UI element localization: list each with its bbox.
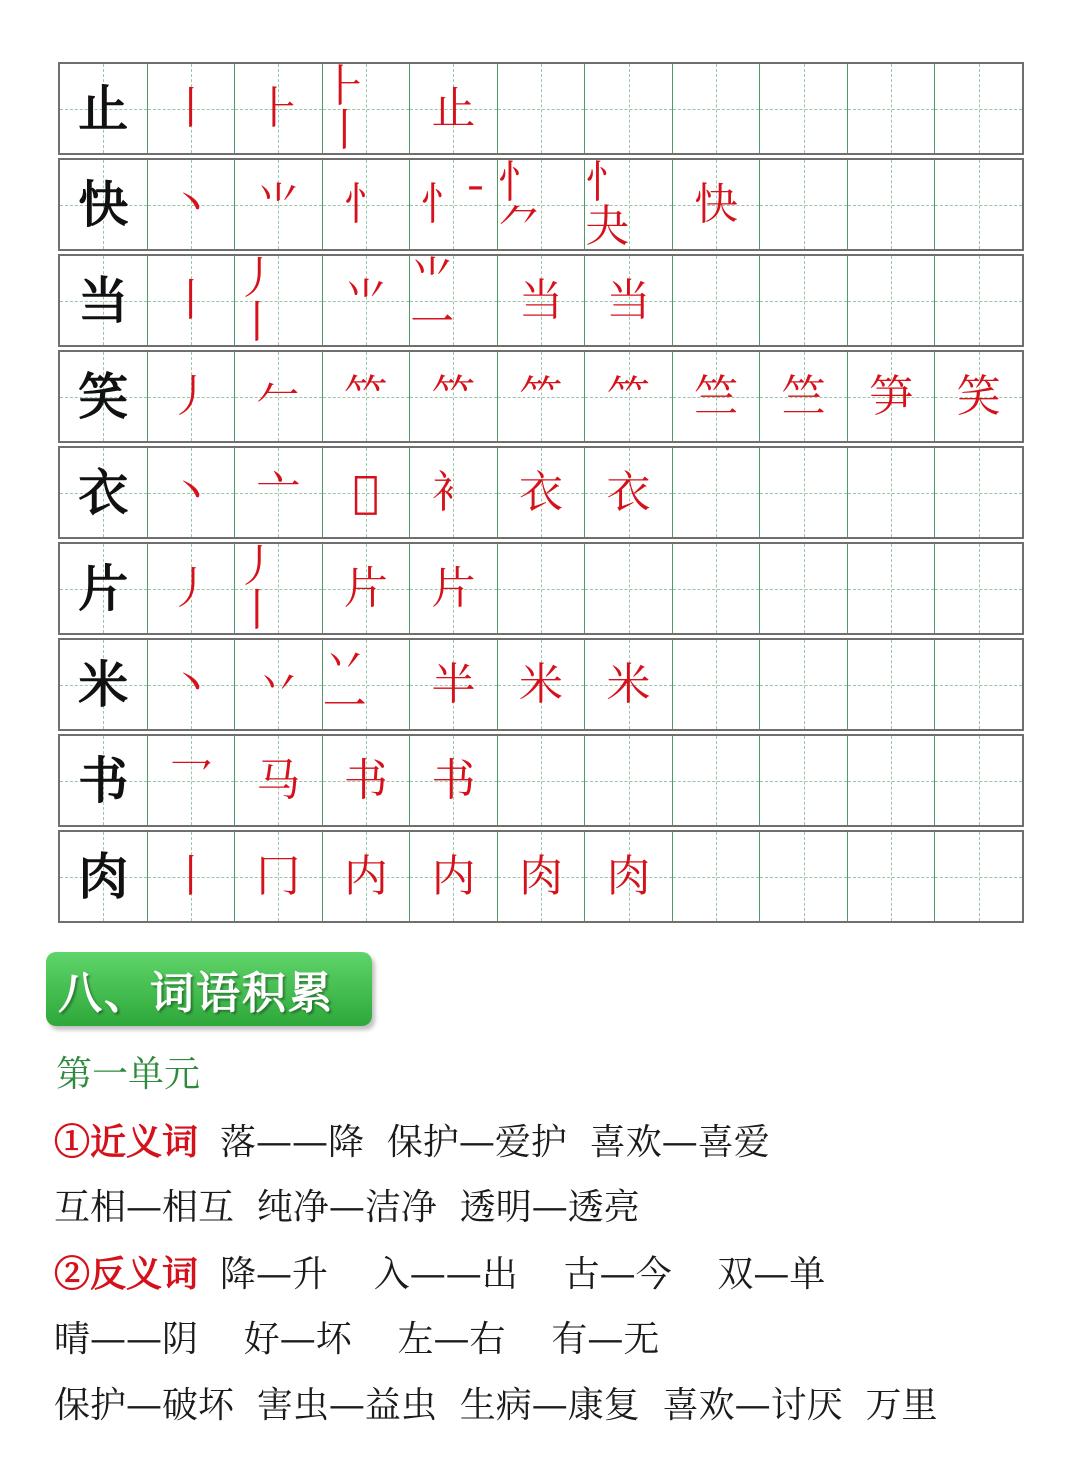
grid-stroke-cell: [322, 636, 411, 732]
stroke-step: 片: [431, 562, 476, 614]
grid-stroke-cell: [235, 832, 323, 921]
antonyms-line-1: [54, 1252, 825, 1297]
grid-character-cell: [60, 544, 148, 633]
stroke-step: 笑: [956, 370, 1001, 422]
grid-stroke-cell: [498, 832, 586, 921]
grid-stroke-cell: [935, 64, 1022, 153]
grid-stroke-cell: [848, 352, 936, 441]
stroke-step: 米: [606, 658, 651, 710]
antonyms-text-2: 晴——阴 好—坏 左—右 有—无: [54, 1319, 660, 1360]
grid-stroke-cell: [323, 832, 411, 921]
character: 当: [78, 270, 129, 330]
stroke-step: 肉: [519, 850, 563, 902]
grid-stroke-cell: [235, 448, 323, 537]
grid-character-cell: [60, 64, 148, 153]
grid-stroke-cell: [935, 640, 1022, 729]
grid-stroke-cell: [235, 736, 323, 825]
grid-stroke-cell: [498, 256, 586, 345]
stroke-step: 𥫗: [343, 370, 388, 422]
grid-stroke-cell: [848, 736, 936, 825]
synonyms-text-1: 落——降 保护—爱护 喜欢—喜爱: [220, 1122, 770, 1163]
grid-stroke-cell: [935, 544, 1022, 633]
grid-stroke-cell: [760, 544, 848, 633]
synonyms-label: ①近义词: [54, 1121, 199, 1163]
stroke-step: ⺌: [343, 274, 388, 326]
stroke-step: 米: [519, 658, 563, 710]
antonyms-label: ②反义词: [54, 1253, 199, 1295]
grid-stroke-cell: [673, 832, 761, 921]
grid-stroke-cell: [760, 352, 848, 441]
grid-stroke-cell: [848, 64, 936, 153]
stroke-step: 忄⺈: [497, 156, 542, 252]
grid-stroke-cell: [235, 640, 323, 729]
stroke-step: 忄夬: [585, 156, 630, 252]
grid-stroke-cell: [235, 540, 323, 636]
stroke-step: 马: [256, 754, 301, 806]
grid-stroke-cell: [673, 256, 761, 345]
character: 肉: [78, 846, 129, 906]
stroke-step: 快: [694, 178, 739, 230]
stroke-step: 丷: [256, 658, 301, 710]
stroke-step: 丨: [168, 82, 213, 134]
antonyms-text-1: 降—升 入——出 古—今 双—单: [220, 1254, 826, 1295]
synonyms-line-1: [54, 1120, 770, 1165]
grid-stroke-cell: [935, 160, 1022, 249]
grid-stroke-cell: [498, 544, 586, 633]
grid-row: [58, 830, 1024, 923]
unit-title: 第一单元: [56, 1054, 201, 1095]
character: 衣: [78, 462, 129, 522]
character: 快: [78, 174, 129, 234]
grid-stroke-cell: [410, 352, 498, 441]
grid-stroke-cell: [410, 252, 498, 348]
grid-stroke-cell: [323, 256, 411, 345]
grid-character-cell: [60, 352, 148, 441]
grid-stroke-cell: [323, 544, 411, 633]
stroke-step: 衣: [519, 466, 563, 518]
stroke-step: 𠅆: [352, 466, 380, 518]
grid-stroke-cell: [498, 352, 586, 441]
stroke-step: 衤: [431, 466, 476, 518]
grid-character-cell: [60, 256, 148, 345]
grid-stroke-cell: [673, 544, 761, 633]
grid-row: [58, 158, 1024, 251]
grid-row: [58, 542, 1024, 635]
synonyms-text-2: 互相—相互 纯净—洁净 透明—透亮: [54, 1187, 640, 1228]
grid-stroke-cell: [585, 448, 673, 537]
grid-stroke-cell: [673, 160, 761, 249]
stroke-step: 半: [431, 658, 476, 710]
grid-stroke-cell: [760, 832, 848, 921]
grid-row: [58, 62, 1024, 155]
stroke-step: 冂: [256, 850, 301, 902]
grid-stroke-cell: [410, 736, 498, 825]
grid-stroke-cell: [760, 64, 848, 153]
grid-stroke-cell: [585, 640, 673, 729]
stroke-step: ⺮: [519, 370, 563, 422]
grid-stroke-cell: [148, 832, 236, 921]
stroke-step: 丿: [168, 370, 213, 422]
grid-stroke-cell: [148, 64, 236, 153]
grid-character-cell: [60, 832, 148, 921]
stroke-step: ⺊: [256, 82, 301, 134]
grid-stroke-cell: [760, 640, 848, 729]
grid-stroke-cell: [235, 160, 323, 249]
grid-stroke-cell: [935, 256, 1022, 345]
grid-stroke-cell: [673, 736, 761, 825]
grid-stroke-cell: [410, 160, 498, 249]
stroke-step: 书: [343, 754, 388, 806]
grid-row: [58, 446, 1024, 539]
grid-stroke-cell: [498, 640, 586, 729]
grid-stroke-cell: [498, 736, 586, 825]
stroke-step: 丶: [168, 466, 213, 518]
grid-stroke-cell: [235, 64, 323, 153]
grid-stroke-cell: [410, 448, 498, 537]
grid-stroke-cell: [498, 64, 586, 153]
grid-stroke-cell: [585, 352, 673, 441]
grid-stroke-cell: [673, 352, 761, 441]
stroke-step: 忄: [343, 178, 388, 230]
stroke-step: ⺮: [606, 370, 651, 422]
grid-stroke-cell: [148, 160, 236, 249]
grid-character-cell: [60, 160, 148, 249]
character: 书: [78, 750, 129, 810]
stroke-step: 𥫗: [431, 370, 476, 422]
stroke-step: 亠: [256, 466, 301, 518]
grid-row: [58, 638, 1024, 731]
grid-stroke-cell: [848, 256, 936, 345]
grid-stroke-cell: [410, 64, 498, 153]
grid-stroke-cell: [410, 832, 498, 921]
grid-stroke-cell: [585, 256, 673, 345]
grid-stroke-cell: [848, 640, 936, 729]
stroke-step: 丷一: [322, 636, 367, 732]
grid-stroke-cell: [585, 736, 673, 825]
grid-stroke-cell: [585, 156, 673, 252]
grid-stroke-cell: [673, 64, 761, 153]
stroke-order-grid: [58, 62, 1024, 926]
grid-stroke-cell: [760, 256, 848, 345]
grid-stroke-cell: [585, 832, 673, 921]
grid-stroke-cell: [323, 448, 411, 537]
grid-stroke-cell: [148, 544, 236, 633]
grid-stroke-cell: [848, 160, 936, 249]
antonyms-line-2: [54, 1318, 659, 1362]
stroke-step: 竺: [781, 370, 826, 422]
stroke-step: 丿丨: [235, 540, 280, 636]
character: 止: [78, 78, 129, 138]
grid-stroke-cell: [760, 736, 848, 825]
grid-character-cell: [60, 640, 148, 729]
grid-stroke-cell: [323, 352, 411, 441]
grid-stroke-cell: [497, 156, 586, 252]
synonyms-line-2: [54, 1186, 640, 1230]
grid-stroke-cell: [935, 352, 1022, 441]
grid-row: [58, 350, 1024, 443]
stroke-step: 片: [343, 562, 388, 614]
grid-stroke-cell: [323, 160, 411, 249]
grid-stroke-cell: [848, 448, 936, 537]
stroke-step: 内: [431, 850, 476, 902]
grid-stroke-cell: [760, 160, 848, 249]
stroke-step: 丨: [168, 850, 213, 902]
stroke-step: 止: [431, 82, 476, 134]
antonyms-text-3: 保护—破坏 害虫—益虫 生病—康复 喜欢—讨厌 万里: [54, 1385, 938, 1426]
stroke-step: ⺌: [256, 178, 301, 230]
stroke-step: 乛: [168, 754, 213, 806]
grid-character-cell: [60, 448, 148, 537]
grid-row: [58, 254, 1024, 347]
stroke-step: 忄¯: [420, 178, 487, 230]
stroke-step: 竺: [694, 370, 739, 422]
grid-stroke-cell: [498, 448, 586, 537]
stroke-step: 内: [343, 850, 388, 902]
grid-stroke-cell: [848, 832, 936, 921]
stroke-step: 𠂉: [256, 370, 301, 422]
stroke-step: 丿丨: [235, 252, 280, 348]
grid-stroke-cell: [585, 544, 673, 633]
grid-stroke-cell: [148, 640, 236, 729]
grid-stroke-cell: [148, 256, 236, 345]
grid-stroke-cell: [148, 352, 236, 441]
stroke-step: 丿: [168, 562, 213, 614]
grid-stroke-cell: [322, 60, 411, 156]
stroke-step: 肉: [606, 850, 651, 902]
grid-character-cell: [60, 736, 148, 825]
antonyms-line-3: [54, 1384, 938, 1428]
stroke-step: 衣: [606, 466, 651, 518]
stroke-step: ⺌一: [410, 252, 455, 348]
stroke-step: ⺊丨: [322, 60, 367, 156]
grid-stroke-cell: [148, 736, 236, 825]
stroke-step: 丨: [168, 274, 213, 326]
stroke-step: 丶: [168, 658, 213, 710]
stroke-step: 丶: [168, 178, 213, 230]
stroke-step: 书: [431, 754, 476, 806]
grid-stroke-cell: [410, 640, 498, 729]
grid-stroke-cell: [673, 448, 761, 537]
grid-stroke-cell: [410, 544, 498, 633]
stroke-step: 当: [519, 274, 563, 326]
character: 笑: [78, 366, 129, 426]
grid-stroke-cell: [935, 832, 1022, 921]
character: 米: [78, 654, 129, 714]
section-title: 八、词语积累: [58, 968, 334, 1019]
grid-stroke-cell: [148, 448, 236, 537]
grid-stroke-cell: [935, 736, 1022, 825]
grid-stroke-cell: [848, 544, 936, 633]
stroke-step: 笋: [869, 370, 914, 422]
grid-row: [58, 734, 1024, 827]
grid-stroke-cell: [585, 64, 673, 153]
grid-stroke-cell: [935, 448, 1022, 537]
grid-stroke-cell: [235, 252, 323, 348]
grid-stroke-cell: [673, 640, 761, 729]
section-badge: [46, 952, 372, 1026]
grid-stroke-cell: [760, 448, 848, 537]
grid-stroke-cell: [235, 352, 323, 441]
grid-stroke-cell: [323, 736, 411, 825]
character: 片: [78, 558, 129, 618]
stroke-step: 当: [606, 274, 651, 326]
